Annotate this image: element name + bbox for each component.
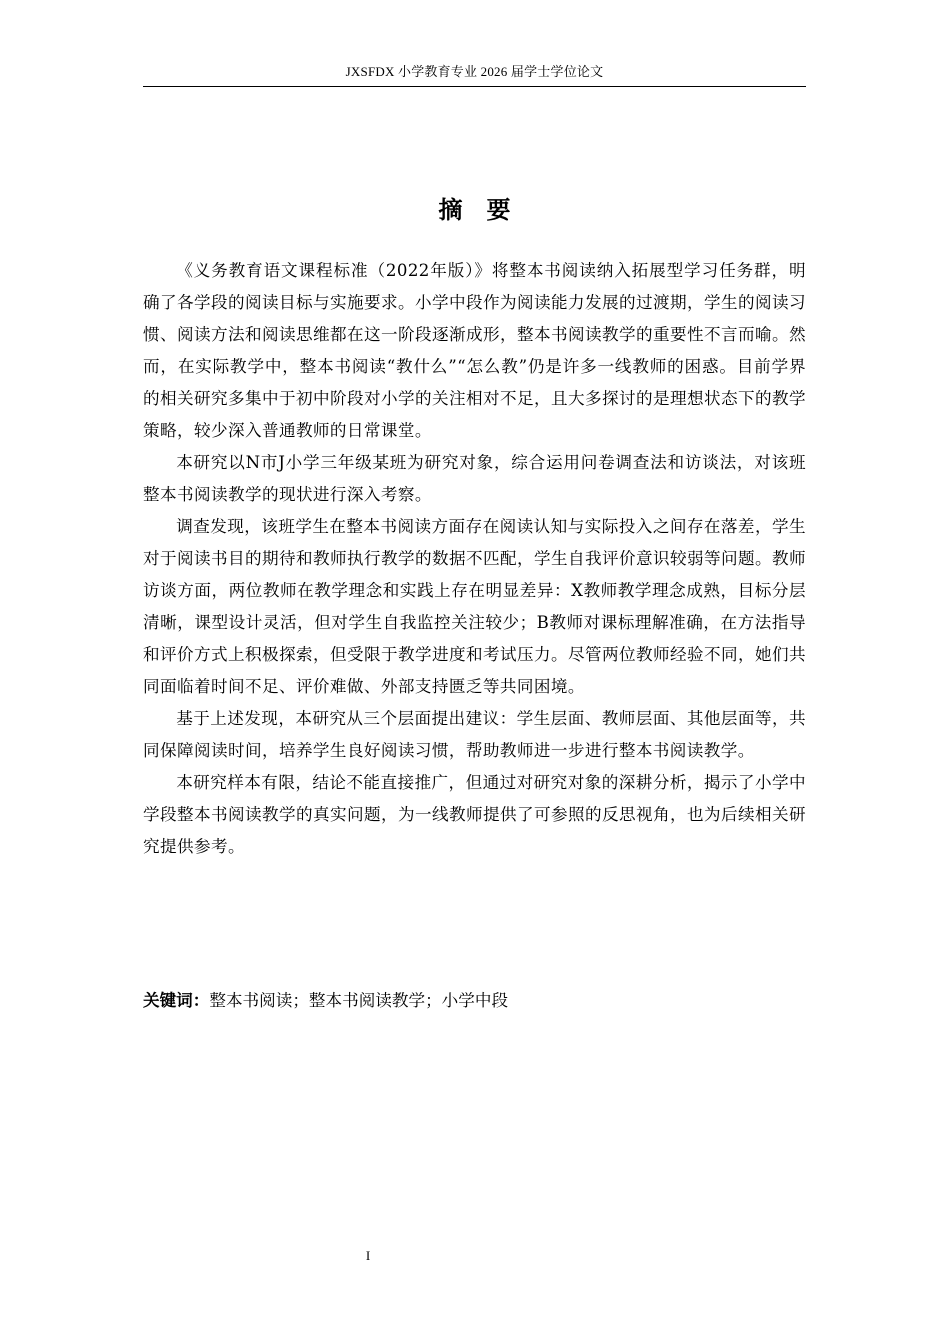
keywords-line [143, 985, 806, 1017]
abstract-paragraph-2: 本研究以N市J小学三年级某班为研究对象，综合运用问卷调查法和访谈法，对该班整本书阅读教学的现状进行深入考察。 [143, 453, 806, 504]
running-header: JXSFDX 小学教育专业 2026 届学士学位论文 [345, 64, 604, 79]
abstract-paragraph-5: 本研究样本有限，结论不能直接推广，但通过对研究对象的深耕分析，揭示了小学中学段整本书阅读教学的真实问题，为一线教师提供了可参照的反思视角，也为后续相关研究提供参考。 [143, 773, 806, 856]
keywords-label: 关键词： [143, 991, 210, 1010]
abstract-body [143, 255, 806, 863]
abstract-title: 摘要 [438, 196, 535, 224]
header-divider [143, 86, 806, 87]
abstract-paragraph-4: 基于上述发现，本研究从三个层面提出建议：学生层面、教师层面、其他层面等，共同保障阅读时间，培养学生良好阅读习惯，帮助教师进一步进行整本书阅读教学。 [143, 709, 806, 760]
abstract-paragraph-1: 《义务教育语文课程标准（2022年版）》将整本书阅读纳入拓展型学习任务群，明确了各学段的阅读目标与实施要求。小学中段作为阅读能力发展的过渡期，学生的阅读习惯、阅读方法和阅读思维都在这一阶段逐渐成形，整本书阅读教学的重要性不言而喻。然而，在实际教学中，整本书阅读“教什么”“怎么教”仍是许多一线教师的困惑。目前学界的相关研究多集中于初中阶段对小学的关注相对不足，且大多探讨的是理想状态下的教学策略，较少深入普通教师的日常课堂。 [143, 261, 806, 440]
abstract-paragraph-3: 调查发现，该班学生在整本书阅读方面存在阅读认知与实际投入之间存在落差，学生对于阅读书目的期待和教师执行教学的数据不匹配，学生自我评价意识较弱等问题。教师访谈方面，两位教师在教学理念和实践上存在明显差异：X教师教学理念成熟，目标分层清晰，课型设计灵活，但对学生自我监控关注较少；B教师对课标理解准确，在方法指导和评价方式上积极探索，但受限于教学进度和考试压力。尽管两位教师经验不同，她们共同面临着时间不足、评价难做、外部支持匮乏等共同困境。 [143, 517, 806, 696]
keywords-value: 整本书阅读；整本书阅读教学；小学中段 [209, 991, 509, 1010]
page-number: I [365, 1248, 371, 1263]
